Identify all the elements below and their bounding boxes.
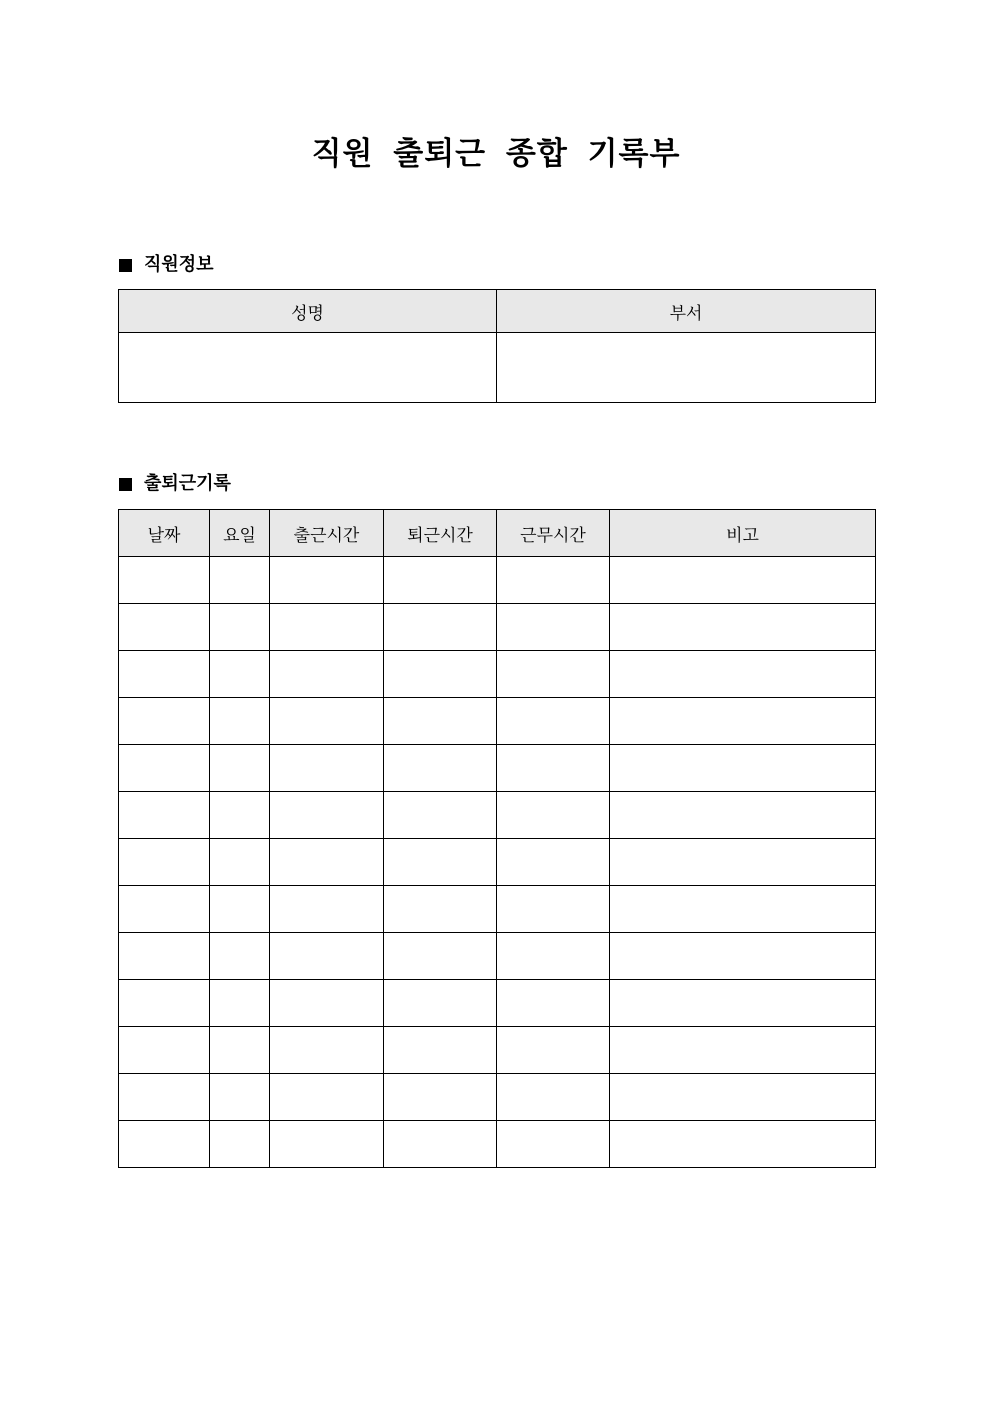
date-cell[interactable] [119,933,210,980]
weekday-cell[interactable] [210,1074,270,1121]
clock-in-cell[interactable] [270,698,384,745]
work-hours-cell[interactable] [497,745,610,792]
clock-out-cell[interactable] [384,745,497,792]
document-title: 직원 출퇴근 종합 기록부 [311,136,681,172]
weekday-cell[interactable] [210,1027,270,1074]
column-header-clock-out: 퇴근시간 [384,510,497,557]
date-cell[interactable] [119,557,210,604]
date-cell[interactable] [119,1074,210,1121]
attendance-record-heading-label: 출퇴근기록 [144,473,231,494]
weekday-cell[interactable] [210,980,270,1027]
weekday-cell[interactable] [210,651,270,698]
clock-out-cell[interactable] [384,839,497,886]
table-row [119,886,876,933]
employee-info-heading-label: 직원정보 [144,254,214,275]
remarks-cell[interactable] [610,792,876,839]
employee-info-value-row [119,333,876,403]
work-hours-cell[interactable] [497,839,610,886]
remarks-cell[interactable] [610,745,876,792]
column-header-remarks: 비고 [610,510,876,557]
remarks-cell[interactable] [610,557,876,604]
clock-in-cell[interactable] [270,1121,384,1168]
weekday-cell[interactable] [210,1121,270,1168]
clock-out-cell[interactable] [384,980,497,1027]
employee-info-heading [119,253,214,277]
table-row [119,745,876,792]
column-header-clock-in: 출근시간 [270,510,384,557]
remarks-cell[interactable] [610,651,876,698]
date-cell[interactable] [119,980,210,1027]
attendance-record-heading [119,472,231,496]
remarks-cell[interactable] [610,980,876,1027]
clock-out-cell[interactable] [384,933,497,980]
clock-in-cell[interactable] [270,1027,384,1074]
remarks-cell[interactable] [610,1121,876,1168]
clock-out-cell[interactable] [384,698,497,745]
work-hours-cell[interactable] [497,792,610,839]
work-hours-cell[interactable] [497,698,610,745]
clock-out-cell[interactable] [384,604,497,651]
date-cell[interactable] [119,1121,210,1168]
clock-out-cell[interactable] [384,651,497,698]
remarks-cell[interactable] [610,1074,876,1121]
square-bullet-icon [119,259,132,272]
weekday-cell[interactable] [210,698,270,745]
employee-info-header-row [119,290,876,333]
remarks-cell[interactable] [610,933,876,980]
weekday-cell[interactable] [210,933,270,980]
work-hours-cell[interactable] [497,604,610,651]
date-cell[interactable] [119,698,210,745]
work-hours-cell[interactable] [497,651,610,698]
employee-department-field[interactable] [497,333,876,403]
date-cell[interactable] [119,886,210,933]
weekday-cell[interactable] [210,886,270,933]
clock-in-cell[interactable] [270,980,384,1027]
table-row [119,792,876,839]
column-header-date: 날짜 [119,510,210,557]
employee-name-field[interactable] [119,333,497,403]
square-bullet-icon [119,478,132,491]
remarks-cell[interactable] [610,1027,876,1074]
table-row [119,651,876,698]
work-hours-cell[interactable] [497,557,610,604]
remarks-cell[interactable] [610,604,876,651]
table-row [119,604,876,651]
work-hours-cell[interactable] [497,980,610,1027]
clock-out-cell[interactable] [384,1074,497,1121]
work-hours-cell[interactable] [497,1121,610,1168]
remarks-cell[interactable] [610,698,876,745]
column-header-department: 부서 [497,290,876,333]
column-header-weekday: 요일 [210,510,270,557]
clock-in-cell[interactable] [270,604,384,651]
date-cell[interactable] [119,745,210,792]
weekday-cell[interactable] [210,839,270,886]
clock-out-cell[interactable] [384,557,497,604]
column-header-name: 성명 [119,290,497,333]
table-row [119,698,876,745]
clock-out-cell[interactable] [384,1027,497,1074]
weekday-cell[interactable] [210,745,270,792]
date-cell[interactable] [119,1027,210,1074]
clock-in-cell[interactable] [270,933,384,980]
clock-out-cell[interactable] [384,1121,497,1168]
clock-in-cell[interactable] [270,557,384,604]
clock-in-cell[interactable] [270,651,384,698]
table-row [119,557,876,604]
table-row [119,1027,876,1074]
table-row [119,933,876,980]
employee-info-table [118,289,876,403]
clock-in-cell[interactable] [270,1074,384,1121]
date-cell[interactable] [119,792,210,839]
clock-in-cell[interactable] [270,745,384,792]
date-cell[interactable] [119,604,210,651]
weekday-cell[interactable] [210,557,270,604]
attendance-record-table [118,509,876,1168]
table-row [119,839,876,886]
date-cell[interactable] [119,651,210,698]
work-hours-cell[interactable] [497,1027,610,1074]
date-cell[interactable] [119,839,210,886]
clock-in-cell[interactable] [270,886,384,933]
work-hours-cell[interactable] [497,933,610,980]
clock-in-cell[interactable] [270,839,384,886]
work-hours-cell[interactable] [497,1074,610,1121]
table-row [119,1074,876,1121]
weekday-cell[interactable] [210,604,270,651]
table-row [119,980,876,1027]
clock-out-cell[interactable] [384,886,497,933]
table-row [119,1121,876,1168]
weekday-cell[interactable] [210,792,270,839]
work-hours-cell[interactable] [497,886,610,933]
remarks-cell[interactable] [610,839,876,886]
clock-in-cell[interactable] [270,792,384,839]
remarks-cell[interactable] [610,886,876,933]
clock-out-cell[interactable] [384,792,497,839]
attendance-header-row [119,510,876,557]
column-header-work-hours: 근무시간 [497,510,610,557]
